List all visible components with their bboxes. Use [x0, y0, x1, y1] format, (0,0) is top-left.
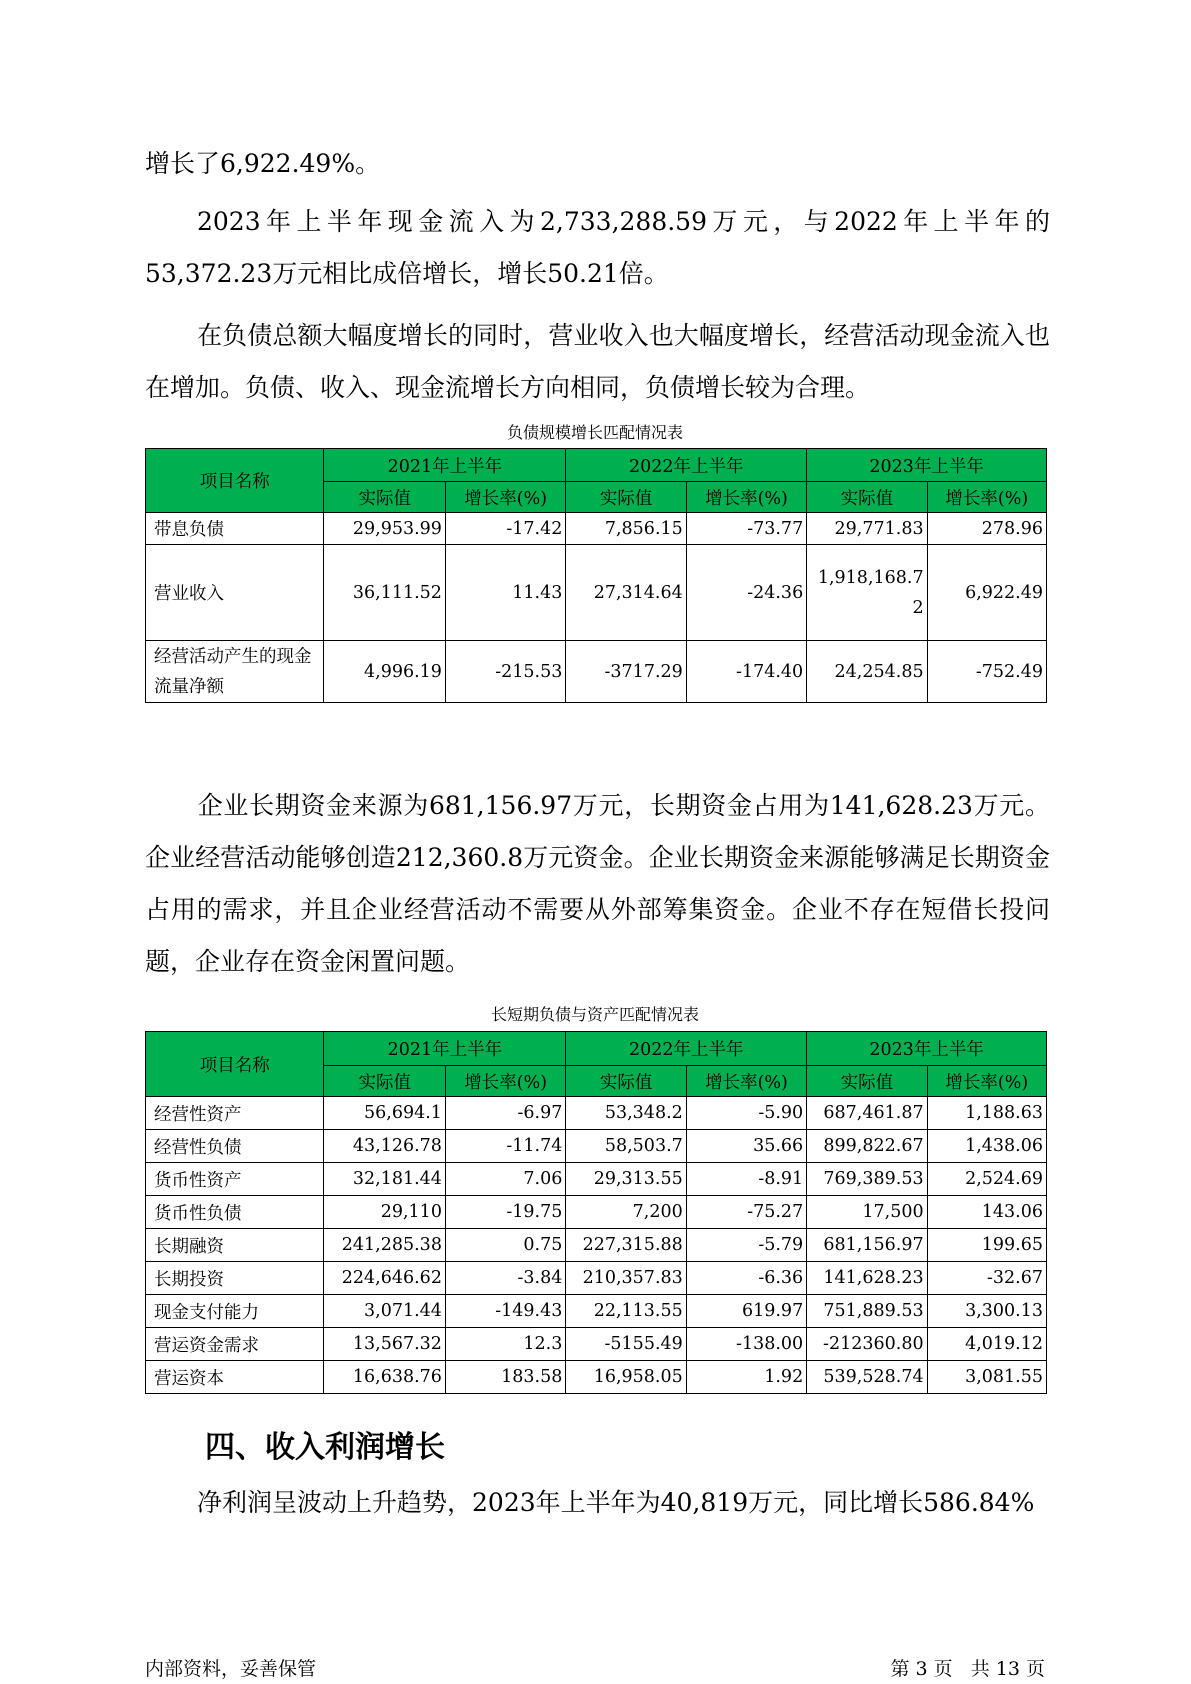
footer-page-number: 第 3 页 共 13 页 [890, 1658, 1045, 1680]
cell-value: -24.36 [686, 545, 806, 641]
header-period-2023: 2023年上半年 [807, 1032, 1047, 1066]
header-growth: 增长率(%) [927, 482, 1046, 513]
cell-value: 143.06 [927, 1196, 1046, 1229]
table-row [146, 1295, 1047, 1328]
cell-value: 29,313.55 [566, 1163, 686, 1196]
cell-value: 7.06 [445, 1163, 565, 1196]
header-actual: 实际值 [807, 1066, 927, 1097]
cell-value: 899,822.67 [807, 1130, 927, 1163]
cell-value: -73.77 [686, 513, 806, 545]
cell-value: 539,528.74 [807, 1361, 927, 1394]
cell-value: 36,111.52 [324, 545, 445, 641]
row-label: 经营性负债 [146, 1130, 324, 1163]
cell-value: -32.67 [927, 1262, 1046, 1295]
cell-value: 1,918,168.72 [807, 545, 927, 641]
header-period-2022: 2022年上半年 [566, 1032, 807, 1066]
row-label: 长期投资 [146, 1262, 324, 1295]
liability-scale-table [145, 448, 1047, 703]
cell-value: 4,996.19 [324, 641, 445, 703]
cell-value: -3.84 [445, 1262, 565, 1295]
table-row [146, 1097, 1047, 1130]
cell-value: 141,628.23 [807, 1262, 927, 1295]
cell-value: 227,315.88 [566, 1229, 686, 1262]
section-heading: 四、收入利润增长 [205, 1430, 445, 1465]
cell-value: 278.96 [927, 513, 1046, 545]
table1-caption: 负债规模增长匹配情况表 [506, 423, 683, 442]
cell-value: -3717.29 [566, 641, 686, 703]
header-actual: 实际值 [324, 482, 445, 513]
cell-value: 1,438.06 [927, 1130, 1046, 1163]
table-row [146, 1361, 1047, 1394]
cell-value: -5.79 [686, 1229, 806, 1262]
cell-value: 43,126.78 [324, 1130, 445, 1163]
header-period-2021: 2021年上半年 [324, 449, 566, 482]
row-label: 经营性资产 [146, 1097, 324, 1130]
row-label: 带息负债 [146, 513, 324, 545]
cell-value: 224,646.62 [324, 1262, 445, 1295]
cell-value: 27,314.64 [566, 545, 686, 641]
row-label: 营运资本 [146, 1361, 324, 1394]
cell-value: -212360.80 [807, 1328, 927, 1361]
cell-value: 3,071.44 [324, 1295, 445, 1328]
cell-value: 210,357.83 [566, 1262, 686, 1295]
cell-value: 11.43 [445, 545, 565, 641]
table2-caption: 长短期负债与资产匹配情况表 [490, 1005, 699, 1024]
row-label: 营业收入 [146, 545, 324, 641]
header-actual: 实际值 [566, 482, 686, 513]
table-row [146, 1130, 1047, 1163]
header-period-2021: 2021年上半年 [324, 1032, 566, 1066]
cell-value: 183.58 [445, 1361, 565, 1394]
cell-value: 1.92 [686, 1361, 806, 1394]
cell-value: 56,694.1 [324, 1097, 445, 1130]
cell-value: -149.43 [445, 1295, 565, 1328]
table-row [146, 1196, 1047, 1229]
cell-value: -174.40 [686, 641, 806, 703]
cell-value: 619.97 [686, 1295, 806, 1328]
cell-value: 29,953.99 [324, 513, 445, 545]
header-item-name: 项目名称 [146, 449, 324, 513]
cell-value: -215.53 [445, 641, 565, 703]
table-row [146, 641, 1047, 703]
table-row [146, 1262, 1047, 1295]
row-label: 现金支付能力 [146, 1295, 324, 1328]
cell-value: 16,638.76 [324, 1361, 445, 1394]
cell-value: 7,856.15 [566, 513, 686, 545]
cell-value: 241,285.38 [324, 1229, 445, 1262]
cell-value: -8.91 [686, 1163, 806, 1196]
cell-value: 681,156.97 [807, 1229, 927, 1262]
cell-value: 4,019.12 [927, 1328, 1046, 1361]
cell-value: 32,181.44 [324, 1163, 445, 1196]
cell-value: 1,188.63 [927, 1097, 1046, 1130]
cell-value: 29,110 [324, 1196, 445, 1229]
cell-value: 53,348.2 [566, 1097, 686, 1130]
paragraph-liability-growth: 在负债总额大幅度增长的同时，营业收入也大幅度增长，经营活动现金流入也在增加。负债、收入、现金流增长方向相同，负债增长较为合理。 [145, 321, 1050, 402]
cell-value: 199.65 [927, 1229, 1046, 1262]
cell-value: 16,958.05 [566, 1361, 686, 1394]
header-actual: 实际值 [566, 1066, 686, 1097]
header-actual: 实际值 [807, 482, 927, 513]
header-growth: 增长率(%) [445, 1066, 565, 1097]
cell-value: 24,254.85 [807, 641, 927, 703]
paragraph-continuation: 增长了6,922.49%。 [145, 149, 381, 178]
cell-value: 7,200 [566, 1196, 686, 1229]
row-label: 长期融资 [146, 1229, 324, 1262]
paragraph-net-profit: 净利润呈波动上升趋势，2023年上半年为40,819万元，同比增长586.84% [197, 1488, 1035, 1517]
header-period-2022: 2022年上半年 [566, 449, 807, 482]
cell-value: -75.27 [686, 1196, 806, 1229]
header-growth: 增长率(%) [445, 482, 565, 513]
cell-value: 35.66 [686, 1130, 806, 1163]
footer-confidential: 内部资料，妥善保管 [145, 1658, 317, 1680]
header-period-2023: 2023年上半年 [807, 449, 1047, 482]
cell-value: 12.3 [445, 1328, 565, 1361]
table-row [146, 1229, 1047, 1262]
cell-value: 17,500 [807, 1196, 927, 1229]
cell-value: -752.49 [927, 641, 1046, 703]
cell-value: 13,567.32 [324, 1328, 445, 1361]
cell-value: -19.75 [445, 1196, 565, 1229]
row-label: 营运资金需求 [146, 1328, 324, 1361]
cell-value: -11.74 [445, 1130, 565, 1163]
long-short-matching-table [145, 1031, 1047, 1394]
table-row [146, 1163, 1047, 1196]
cell-value: 6,922.49 [927, 545, 1046, 641]
cell-value: 769,389.53 [807, 1163, 927, 1196]
cell-value: -5.90 [686, 1097, 806, 1130]
table-row [146, 513, 1047, 545]
cell-value: -6.97 [445, 1097, 565, 1130]
cell-value: 751,889.53 [807, 1295, 927, 1328]
cell-value: -17.42 [445, 513, 565, 545]
cell-value: 2,524.69 [927, 1163, 1046, 1196]
cell-value: 29,771.83 [807, 513, 927, 545]
header-growth: 增长率(%) [686, 482, 806, 513]
cell-value: -5155.49 [566, 1328, 686, 1361]
header-item-name: 项目名称 [146, 1032, 324, 1097]
row-label: 经营活动产生的现金流量净额 [146, 641, 324, 703]
cell-value: 3,081.55 [927, 1361, 1046, 1394]
row-label: 货币性负债 [146, 1196, 324, 1229]
cell-value: 687,461.87 [807, 1097, 927, 1130]
cell-value: 3,300.13 [927, 1295, 1046, 1328]
header-actual: 实际值 [324, 1066, 445, 1097]
cell-value: 0.75 [445, 1229, 565, 1262]
cell-value: 58,503.7 [566, 1130, 686, 1163]
paragraph-long-term-funds: 企业长期资金来源为681,156.97万元，长期资金占用为141,628.23万元。企业经营活动能够创造212,360.8万元资金。企业长期资金来源能够满足长期资金占用的需求，并且企业经营活动不需要从外部筹集资金。企业不存在短借长投问题，企业存在资金闲置问题。 [145, 791, 1051, 976]
table-row [146, 1328, 1047, 1361]
paragraph-cash-inflow: 2023年上半年现金流入为2,733,288.59万元，与2022年上半年的53,372.23万元相比成倍增长，增长50.21倍。 [145, 207, 1050, 288]
header-growth: 增长率(%) [927, 1066, 1046, 1097]
cell-value: 22,113.55 [566, 1295, 686, 1328]
table-row [146, 545, 1047, 641]
row-label: 货币性资产 [146, 1163, 324, 1196]
cell-value: -138.00 [686, 1328, 806, 1361]
header-growth: 增长率(%) [686, 1066, 806, 1097]
cell-value: -6.36 [686, 1262, 806, 1295]
